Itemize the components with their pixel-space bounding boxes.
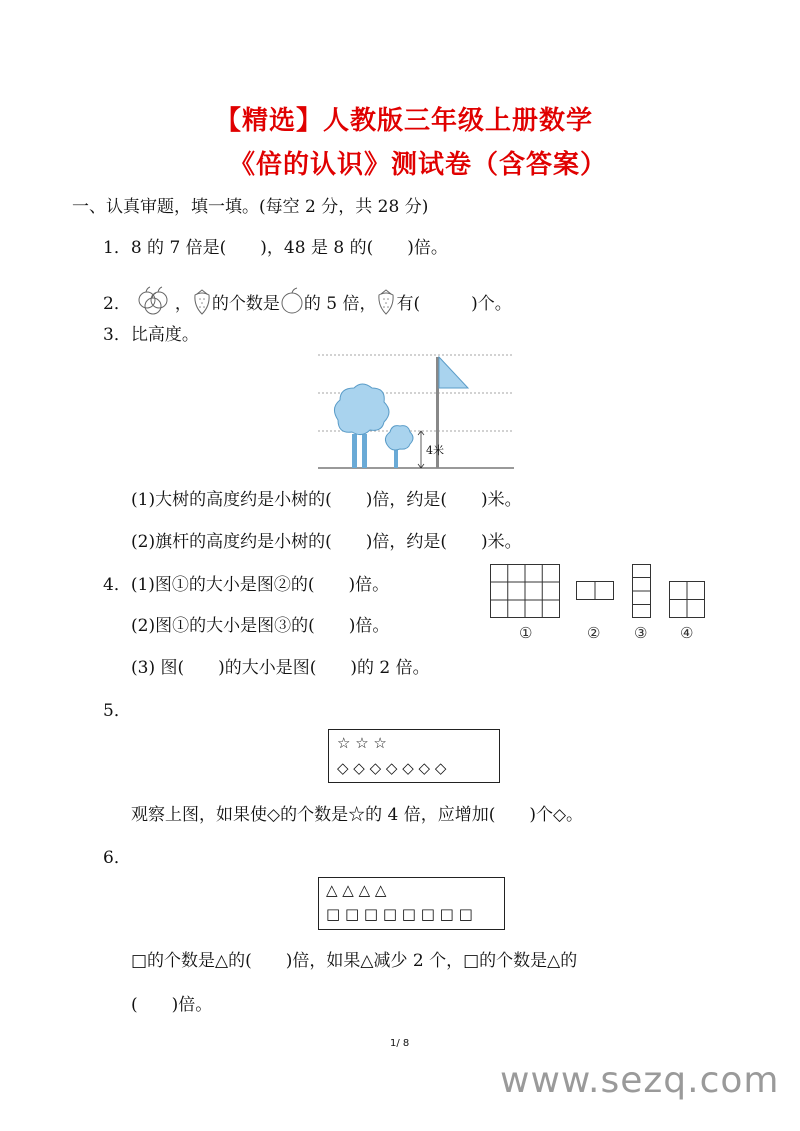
question-5-diamonds: ◇ ◇ ◇ ◇ ◇ ◇ ◇ [337,759,447,777]
question-2 [103,284,512,318]
question-3-sub1: (1)大树的高度约是小树的( )倍，约是( )米。 [131,490,522,510]
page-title-line2: 《倍的认识》测试卷（含答案） [229,150,608,180]
question-2-comma: ， [174,293,192,314]
question-6-number: 6． [103,848,131,868]
big-tree-icon [334,384,389,468]
strawberry-icon [192,286,212,316]
question-3-heading: 3．比高度。 [103,325,199,345]
question-5-text: 观察上图，如果使◇的个数是☆的 4 倍，应增加( )个◇。 [131,805,584,825]
question-5-number: 5． [103,701,131,721]
question-2-text-b: 的 5 倍， [303,293,377,314]
figure-label-1: ① [519,624,533,642]
question-6-text-line2: ( )倍。 [131,995,213,1015]
figure-label-4: ④ [680,624,694,642]
apple-group-icon [133,284,175,318]
question-5-stars: ☆ ☆ ☆ [337,734,387,752]
section-heading: 一、认真审题，填一填。(每空 2 分，共 28 分) [72,197,429,217]
figure-label-2: ② [587,624,601,642]
question-3-sub2: (2)旗杆的高度约是小树的( )倍，约是( )米。 [131,532,522,552]
question-4-sub3: (3) 图( )的大小是图( )的 2 倍。 [131,658,430,678]
question-4-sub2: (2)图①的大小是图③的( )倍。 [131,616,390,636]
grid-figure-2 [576,581,614,600]
question-2-text-c: 有( )个。 [396,293,512,314]
question-1: 1．8 的 7 倍是( )，48 是 8 的( )倍。 [103,238,448,258]
page-title-line1: 【精选】人教版三年级上册数学 [215,106,594,136]
grid-figure-3 [632,564,651,618]
watermark: www.sezq.com [500,1060,780,1101]
apple-icon [280,286,304,316]
height-comparison-figure [318,350,514,472]
small-tree-icon [385,426,413,468]
figure-label-3: ③ [634,624,648,642]
question-4-sub1: 4．(1)图①的大小是图②的( )倍。 [103,575,390,595]
question-2-number: 2． [103,293,131,314]
page-number: 1/ 8 [390,1038,410,1049]
question-2-text-a: 的个数是 [211,293,280,314]
grid-figure-1 [490,564,560,618]
question-6-text-line1: □的个数是△的( )倍，如果△减少 2 个，□的个数是△的 [131,951,578,971]
strawberry-icon [376,286,396,316]
four-meter-label: 4米 [426,444,444,457]
question-6-triangles: △ △ △ △ [326,881,387,899]
grid-figure-4 [669,581,705,618]
question-6-squares: □ □ □ □ □ □ □ □ [326,905,473,923]
